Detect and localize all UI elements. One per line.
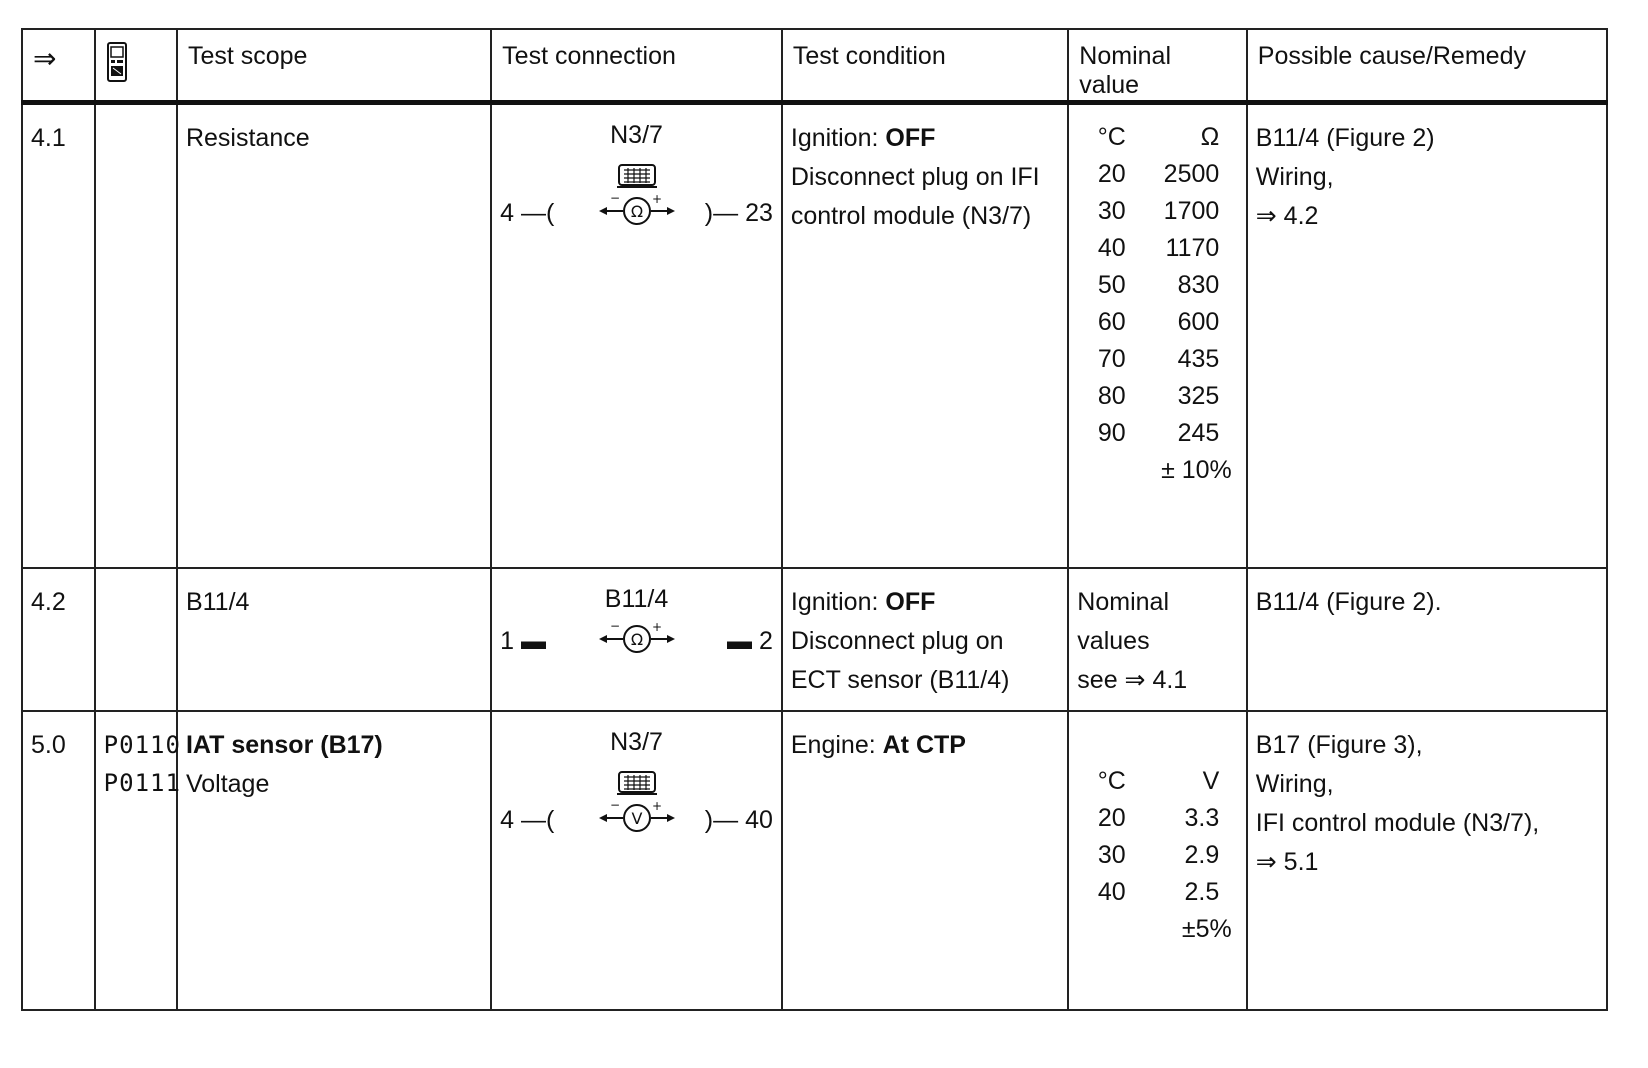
- scope-cell: IAT sensor (B17) Voltage: [177, 711, 491, 1010]
- test-table: [21, 28, 1608, 1011]
- meter-symbol: Ω: [630, 202, 643, 221]
- pin-right: )— 23: [704, 199, 773, 227]
- svg-text:+: +: [651, 800, 662, 814]
- table-row: [22, 568, 1607, 711]
- connection-cell: [491, 568, 782, 711]
- svg-text:+: +: [651, 621, 662, 635]
- connection-cell: [491, 711, 782, 1010]
- svg-text:−: −: [609, 193, 620, 205]
- scope-cell: B11/4: [177, 568, 491, 711]
- cause-cell: B11/4 (Figure 2) Wiring, ⇒ 4.2: [1247, 103, 1607, 569]
- nominal-values-table: °C V 20 3.3 30 2.9 40 2.5 ±5%: [1097, 767, 1232, 944]
- header-test-connection: Test connection: [491, 29, 782, 103]
- nominal-cell: [1068, 103, 1246, 569]
- table-row: [22, 103, 1607, 569]
- header-test-scope: Test scope: [177, 29, 491, 103]
- svg-text:+: +: [651, 193, 662, 206]
- step-cell: 4.2: [22, 568, 95, 711]
- pin-right: ▬ 2: [727, 627, 773, 656]
- ohmmeter-icon: [597, 193, 677, 229]
- step-cell: 5.0: [22, 711, 95, 1010]
- component-label: N3/7: [610, 728, 663, 757]
- header-tester: [95, 29, 177, 103]
- svg-text:−: −: [609, 800, 620, 813]
- control-module-icon: [616, 163, 658, 189]
- meter-symbol: V: [631, 809, 642, 829]
- svg-text:−: −: [609, 621, 620, 634]
- nominal-values-table: °C Ω 20 2500 30 1700 40 1170 50 830 60 600 70 435 80 325 90 245 ± 10%: [1097, 123, 1232, 484]
- condition-cell: Ignition: OFF Disconnect plug on ECT sensor (B11/4): [782, 568, 1068, 711]
- connection-diagram: [492, 712, 781, 862]
- meter-symbol: Ω: [630, 630, 643, 650]
- step-cell: 4.1: [22, 103, 95, 569]
- dtc-cell: [95, 103, 177, 569]
- nominal-cell: [1068, 711, 1246, 1010]
- connection-diagram: [492, 569, 781, 689]
- dtc-cell: [95, 711, 181, 1010]
- voltmeter-icon: [597, 800, 677, 836]
- nominal-cell: Nominal values see ⇒ 4.1: [1068, 568, 1246, 711]
- dtc-code: P0110: [103, 731, 181, 760]
- condition-cell: Ignition: OFF Disconnect plug on IFI control module (N3/7): [782, 103, 1068, 569]
- pin-left: 4 —(: [500, 199, 555, 227]
- table-row: [22, 711, 1607, 1010]
- connection-diagram: [492, 105, 781, 255]
- component-label: N3/7: [610, 121, 663, 149]
- pin-left: 1 ▬: [500, 627, 547, 656]
- control-module-icon: [616, 770, 658, 796]
- pin-right: )— 40: [704, 806, 773, 835]
- header-arrow: ⇒: [22, 29, 95, 103]
- header-possible-cause: Possible cause/Remedy: [1247, 29, 1607, 103]
- diagnostic-tester-icon: [106, 42, 128, 82]
- header-test-condition: Test condition: [782, 29, 1068, 103]
- condition-cell: Engine: At CTP: [782, 711, 1068, 1010]
- header-nominal-value: Nominal value: [1068, 29, 1246, 103]
- pin-left: 4 —(: [500, 806, 555, 835]
- dtc-cell: [95, 568, 177, 711]
- cause-cell: B17 (Figure 3), Wiring, IFI control module (N3/7), ⇒ 5.1: [1247, 711, 1607, 1010]
- connection-cell: [491, 103, 782, 569]
- cause-cell: B11/4 (Figure 2).: [1247, 568, 1607, 711]
- component-label: B11/4: [604, 585, 669, 614]
- dtc-code: P0111: [103, 769, 181, 798]
- header-row: [22, 29, 1607, 103]
- scope-title: IAT sensor (B17): [185, 731, 383, 760]
- scope-cell: Resistance: [177, 103, 491, 569]
- ohmmeter-icon: [597, 621, 677, 657]
